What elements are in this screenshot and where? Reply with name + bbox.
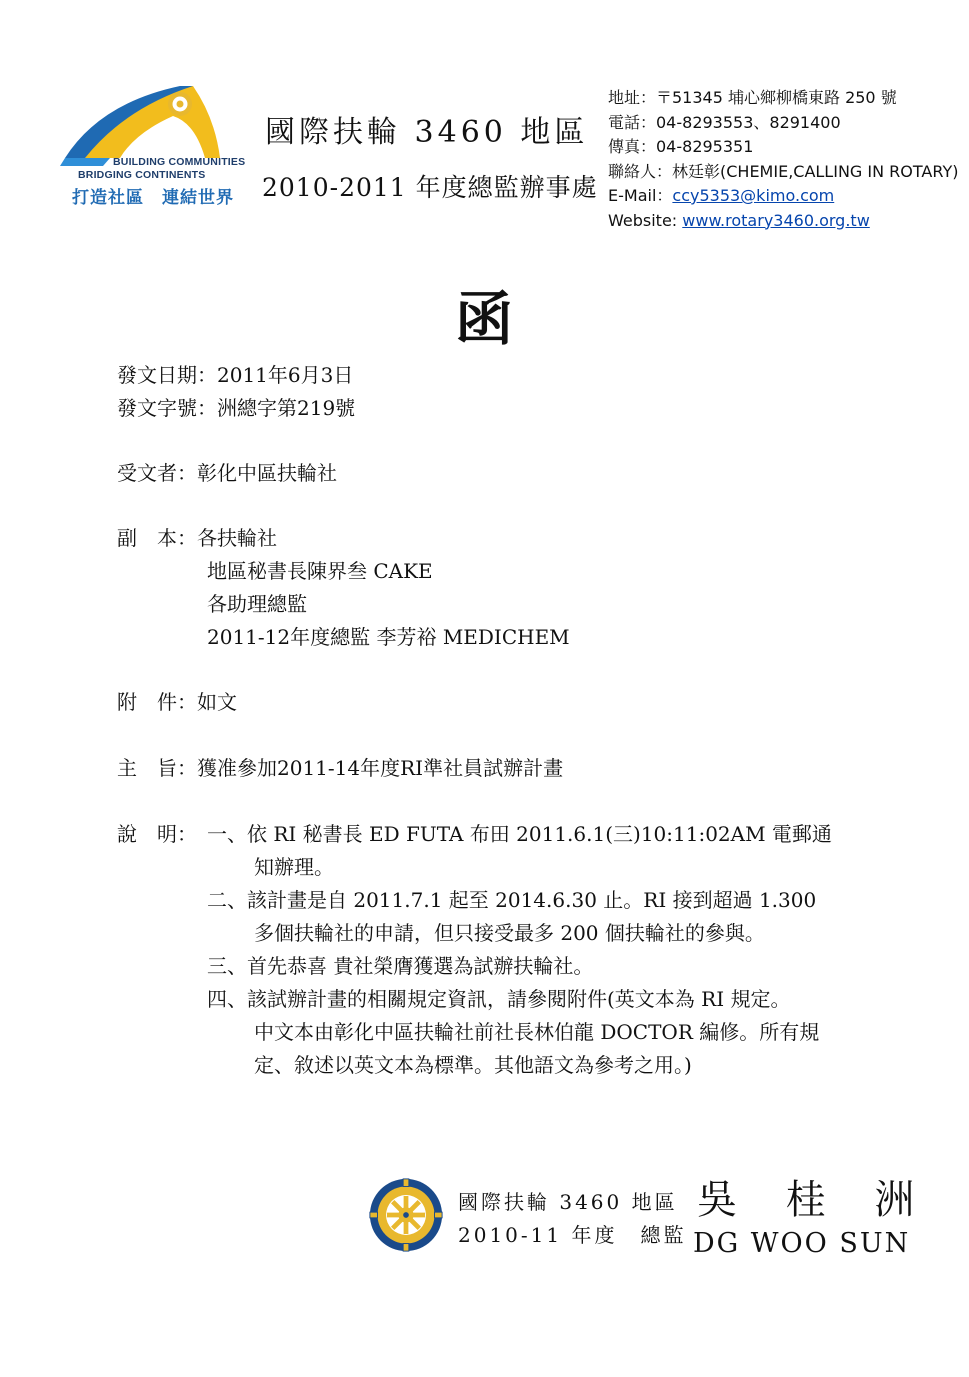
attachment: 附 件：如文: [117, 690, 237, 714]
explanation-item-4: 四、該試辦計畫的相關規定資訊，請參閱附件(英文本為 RI 規定。: [207, 987, 791, 1011]
address: 地址：〒51345 埔心鄉柳橋東路 250 號: [608, 88, 897, 107]
fax: 傳真：04-8295351: [608, 137, 754, 156]
rotary-wheel-seal: [368, 1177, 444, 1253]
website-link[interactable]: www.rotary3460.org.tw: [682, 210, 870, 230]
cc-item: 2011-12年度總監 李芳裕 MEDICHEM: [207, 625, 570, 649]
document-number: 發文字號：洲總字第219號: [117, 396, 356, 420]
explanation-item-2-cont: 多個扶輪社的申請，但只接受最多 200 個扶輪社的參與。: [254, 921, 765, 945]
cc-item: 各助理總監: [207, 592, 307, 616]
explanation-item-4-cont: 定、敘述以英文本為標準。其他語文為參考之用。): [254, 1053, 692, 1077]
phone: 電話：04-8293553、8291400: [608, 112, 841, 132]
website-label: Website:: [608, 210, 683, 230]
subject: 主 旨：獲准參加2011-14年度RI準社員試辦計畫: [117, 756, 564, 780]
office-name: 2010-2011 年度總監辦事處: [262, 173, 598, 202]
cc-item: 地區秘書長陳界叁 CAKE: [207, 559, 433, 583]
cc-label: 副 本：各扶輪社: [117, 526, 277, 550]
contact-person: 聯絡人：林廷彰(CHEMIE,CALLING IN ROTARY): [608, 161, 959, 181]
email-label: E-Mail：: [608, 186, 673, 205]
document-title: 函: [455, 285, 514, 353]
email-link[interactable]: ccy5353@kimo.com: [672, 186, 835, 205]
signature-name-english: DG WOO SUN: [693, 1228, 911, 1259]
email-row: [608, 184, 958, 209]
contact-block: [608, 86, 958, 233]
signature-organization: 國際扶輪 3460 地區: [458, 1190, 678, 1214]
signature-title: 2010-11 年度 總監: [458, 1223, 687, 1247]
explanation-item-1: 一、依 RI 秘書長 ED FUTA 布田 2011.6.1(三)10:11:02AM 電郵通: [207, 822, 832, 846]
explanation-label: 說 明：: [117, 822, 197, 846]
explanation-item-2: 二、該計畫是自 2011.7.1 起至 2014.6.30 止。RI 接到超過 1.300: [207, 888, 817, 912]
organization-name: 國際扶輪 3460 地區: [265, 115, 589, 150]
explanation-item-1-cont: 知辦理。: [254, 855, 334, 879]
explanation-item-3: 三、首先恭喜 貴社榮膺獲選為試辦扶輪社。: [207, 954, 594, 978]
logo-caption-line2: BRIDGING CONTINENTS: [78, 169, 206, 181]
signature-name-chinese: 吳 桂 洲: [697, 1177, 933, 1223]
explanation-item-4-cont: 中文本由彰化中區扶輪社前社長林伯龍 DOCTOR 編修。所有規: [254, 1020, 820, 1044]
recipient: 受文者：彰化中區扶輪社: [117, 461, 337, 485]
logo-caption-line1: BUILDING COMMUNITIES: [113, 156, 246, 168]
issue-date: 發文日期：2011年6月3日: [117, 363, 354, 387]
website-row: [608, 209, 958, 234]
logo-slogan: 打造社區 連結世界: [72, 188, 234, 208]
